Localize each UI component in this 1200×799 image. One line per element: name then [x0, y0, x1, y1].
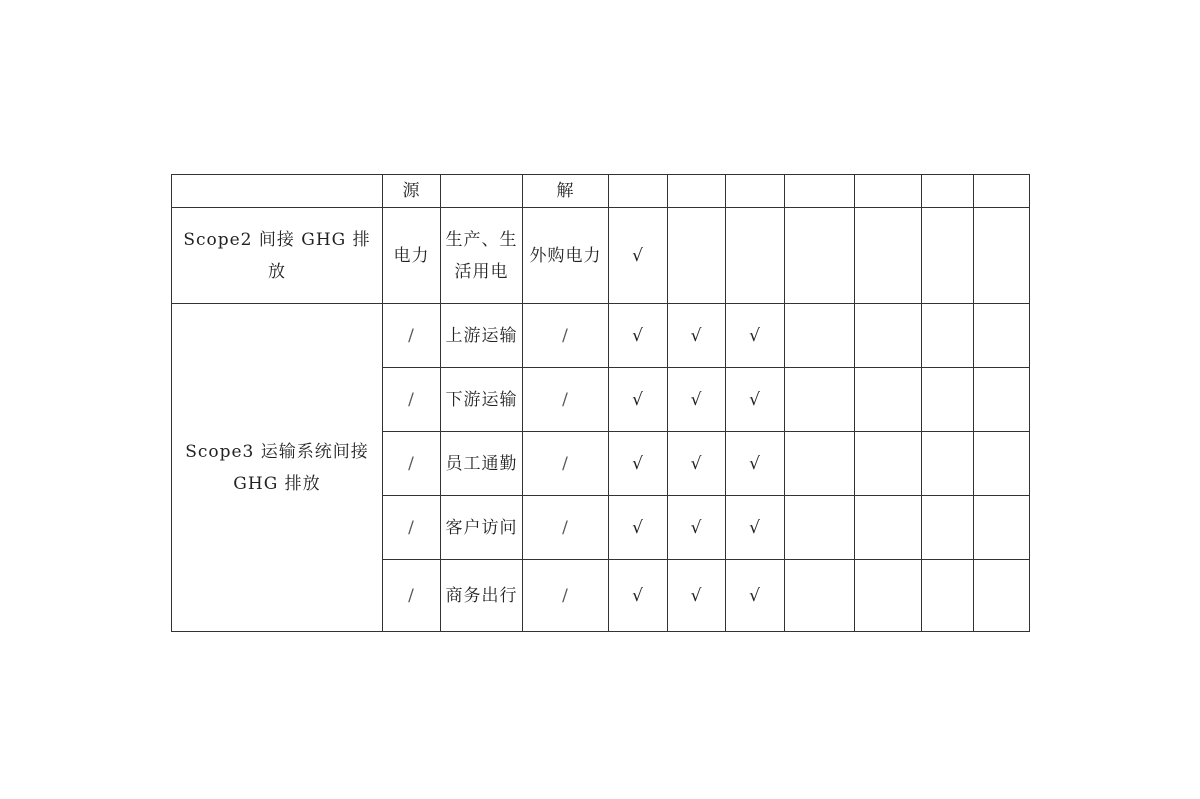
check-mark: √: [668, 496, 726, 560]
emission-source: /: [383, 560, 441, 632]
emission-activity: 客户访问: [441, 496, 523, 560]
check-mark: [922, 368, 974, 432]
fuel-type: 外购电力: [523, 208, 609, 304]
check-mark: √: [609, 368, 668, 432]
check-mark: [726, 208, 785, 304]
check-mark: [922, 560, 974, 632]
emission-activity: 下游运输: [441, 368, 523, 432]
check-mark: [855, 368, 922, 432]
check-mark: √: [609, 304, 668, 368]
check-mark: [855, 496, 922, 560]
emission-source: /: [383, 368, 441, 432]
header-cell: [785, 175, 855, 208]
check-mark: √: [668, 304, 726, 368]
fuel-type: /: [523, 432, 609, 496]
emission-source: /: [383, 304, 441, 368]
check-mark: [974, 304, 1030, 368]
scope3-row: [172, 304, 1030, 368]
check-mark: √: [668, 368, 726, 432]
check-mark: [922, 496, 974, 560]
header-cell: [726, 175, 785, 208]
check-mark: √: [726, 560, 785, 632]
scope2-label: Scope2 间接 GHG 排放: [172, 208, 383, 304]
check-mark: [785, 496, 855, 560]
check-mark: [855, 304, 922, 368]
scope3-label: Scope3 运输系统间接 GHG 排放: [172, 304, 383, 632]
check-mark: √: [609, 560, 668, 632]
check-mark: √: [609, 208, 668, 304]
emission-activity: 生产、生活用电: [441, 208, 523, 304]
check-mark: [785, 208, 855, 304]
check-mark: √: [609, 496, 668, 560]
check-mark: [668, 208, 726, 304]
emission-activity: 上游运输: [441, 304, 523, 368]
check-mark: [974, 368, 1030, 432]
header-cell: [855, 175, 922, 208]
emission-source: /: [383, 496, 441, 560]
fuel-type: /: [523, 560, 609, 632]
emission-activity: 员工通勤: [441, 432, 523, 496]
fuel-type: /: [523, 304, 609, 368]
check-mark: √: [668, 560, 726, 632]
check-mark: [922, 208, 974, 304]
header-cell: [441, 175, 523, 208]
fuel-type: /: [523, 368, 609, 432]
check-mark: [785, 432, 855, 496]
header-cell: 解: [523, 175, 609, 208]
ghg-emission-table: [171, 174, 1030, 632]
check-mark: [974, 560, 1030, 632]
header-cell: 源: [383, 175, 441, 208]
check-mark: [974, 432, 1030, 496]
check-mark: [922, 304, 974, 368]
check-mark: [855, 560, 922, 632]
header-cell: [609, 175, 668, 208]
check-mark: [974, 208, 1030, 304]
scope2-row: [172, 208, 1030, 304]
header-cell: [922, 175, 974, 208]
check-mark: √: [726, 496, 785, 560]
header-cell: [172, 175, 383, 208]
check-mark: √: [726, 368, 785, 432]
check-mark: √: [726, 432, 785, 496]
emission-source: /: [383, 432, 441, 496]
check-mark: [785, 304, 855, 368]
check-mark: [855, 432, 922, 496]
emission-activity: 商务出行: [441, 560, 523, 632]
check-mark: [785, 368, 855, 432]
header-cell: [974, 175, 1030, 208]
check-mark: √: [726, 304, 785, 368]
check-mark: √: [668, 432, 726, 496]
check-mark: √: [609, 432, 668, 496]
check-mark: [974, 496, 1030, 560]
header-row: [172, 175, 1030, 208]
emission-source: 电力: [383, 208, 441, 304]
fuel-type: /: [523, 496, 609, 560]
header-cell: [668, 175, 726, 208]
check-mark: [785, 560, 855, 632]
check-mark: [855, 208, 922, 304]
check-mark: [922, 432, 974, 496]
